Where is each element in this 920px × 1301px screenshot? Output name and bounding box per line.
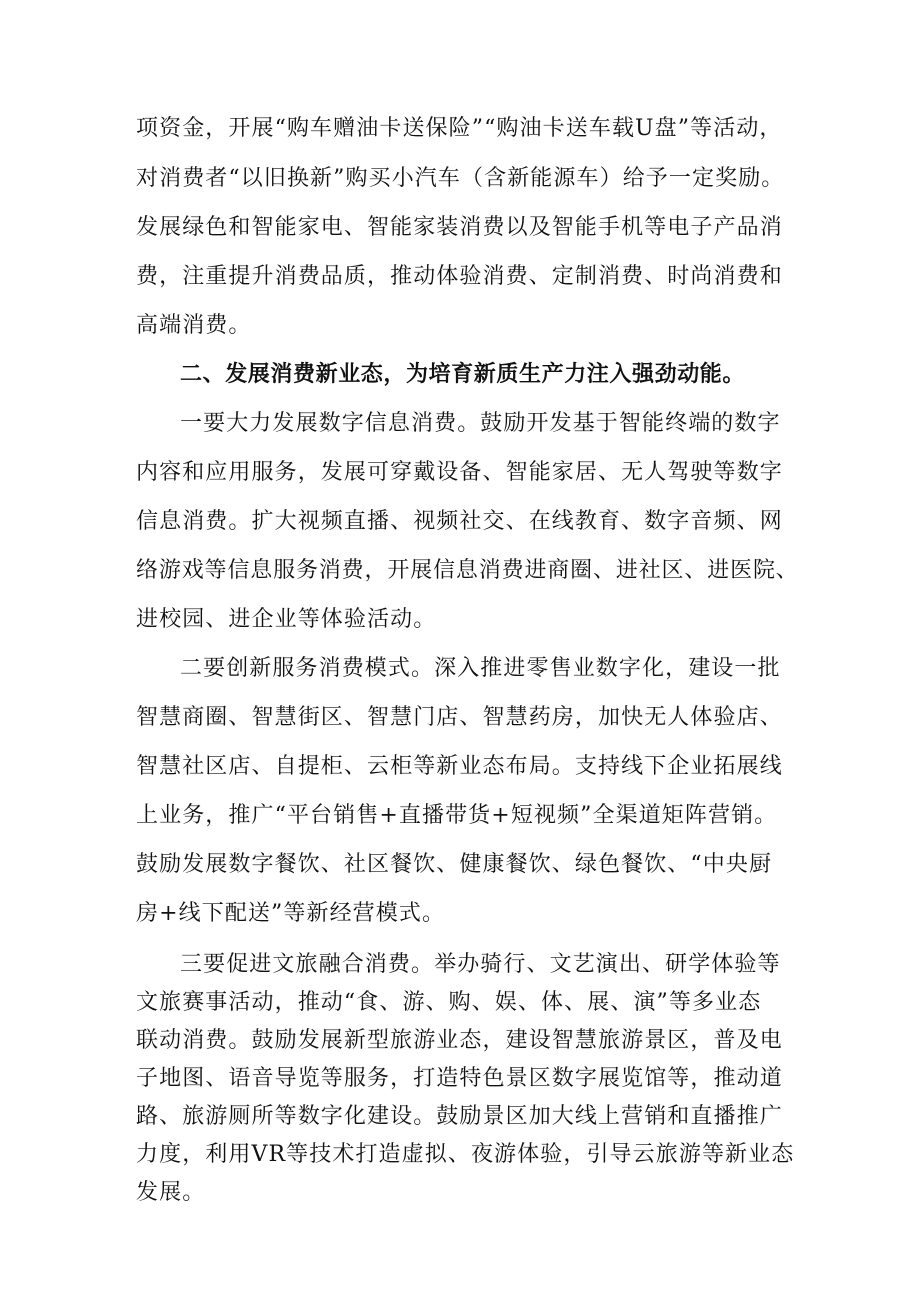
text-line: 子地图、语音导览等服务，打造特色景区数字展览馆等，推动道: [136, 1066, 783, 1091]
text-line: 文旅赛事活动，推动“食、游、购、娱、体、展、演”等多业态: [136, 990, 762, 1015]
text-line: 对消费者“以旧换新”购买小汽车（含新能源车）给予一定奖励。: [136, 166, 785, 191]
text-line: 路、旅游厕所等数字化建设。鼓励景区加大线上营销和直播推广: [136, 1104, 783, 1129]
text-line: 费，注重提升消费品质，推动体验消费、定制消费、时尚消费和: [136, 264, 783, 289]
text-line: 一要大力发展数字信息消费。鼓励开发基于智能终端的数字: [180, 411, 781, 436]
text-line: 力度，利用VR等技术打造虚拟、夜游体验，引导云旅游等新业态: [136, 1142, 795, 1167]
text-line: 上业务，推广“平台销售+直播带货+短视频”全渠道矩阵营销。: [136, 803, 778, 828]
text-line: 发展绿色和智能家电、智能家装消费以及智能手机等电子产品消: [136, 215, 783, 240]
text-line: 发展。: [136, 1180, 206, 1205]
section-heading: 二、发展消费新业态，为培育新质生产力注入强劲动能。: [180, 362, 746, 387]
text-line: 项资金，开展“购车赠油卡送保险”“购油卡送车载U盘”等活动，: [136, 116, 783, 141]
text-line: 房+线下配送”等新经营模式。: [136, 901, 446, 926]
text-line: 智慧商圈、智慧街区、智慧门店、智慧药房，加快无人体验店、: [136, 705, 783, 730]
text-line: 三要促进文旅融合消费。举办骑行、文艺演出、研学体验等: [180, 952, 781, 977]
text-line: 联动消费。鼓励发展新型旅游业态，建设智慧旅游景区，普及电: [136, 1028, 783, 1053]
text-line: 内容和应用服务，发展可穿戴设备、智能家居、无人驾驶等数字: [136, 460, 783, 485]
text-line: 络游戏等信息服务消费，开展信息消费进商圈、进社区、进医院、: [136, 558, 799, 583]
text-line: 鼓励发展数字餐饮、社区餐饮、健康餐饮、绿色餐饮、“中央厨: [136, 852, 773, 877]
text-line: 信息消费。扩大视频直播、视频社交、在线教育、数字音频、网: [136, 509, 783, 534]
text-line: 高端消费。: [136, 313, 252, 338]
text-line: 智慧社区店、自提柜、云柜等新业态布局。支持线下企业拓展线: [136, 754, 783, 779]
text-line: 二要创新服务消费模式。深入推进零售业数字化，建设一批: [180, 656, 781, 681]
text-line: 进校园、进企业等体验活动。: [136, 607, 437, 632]
